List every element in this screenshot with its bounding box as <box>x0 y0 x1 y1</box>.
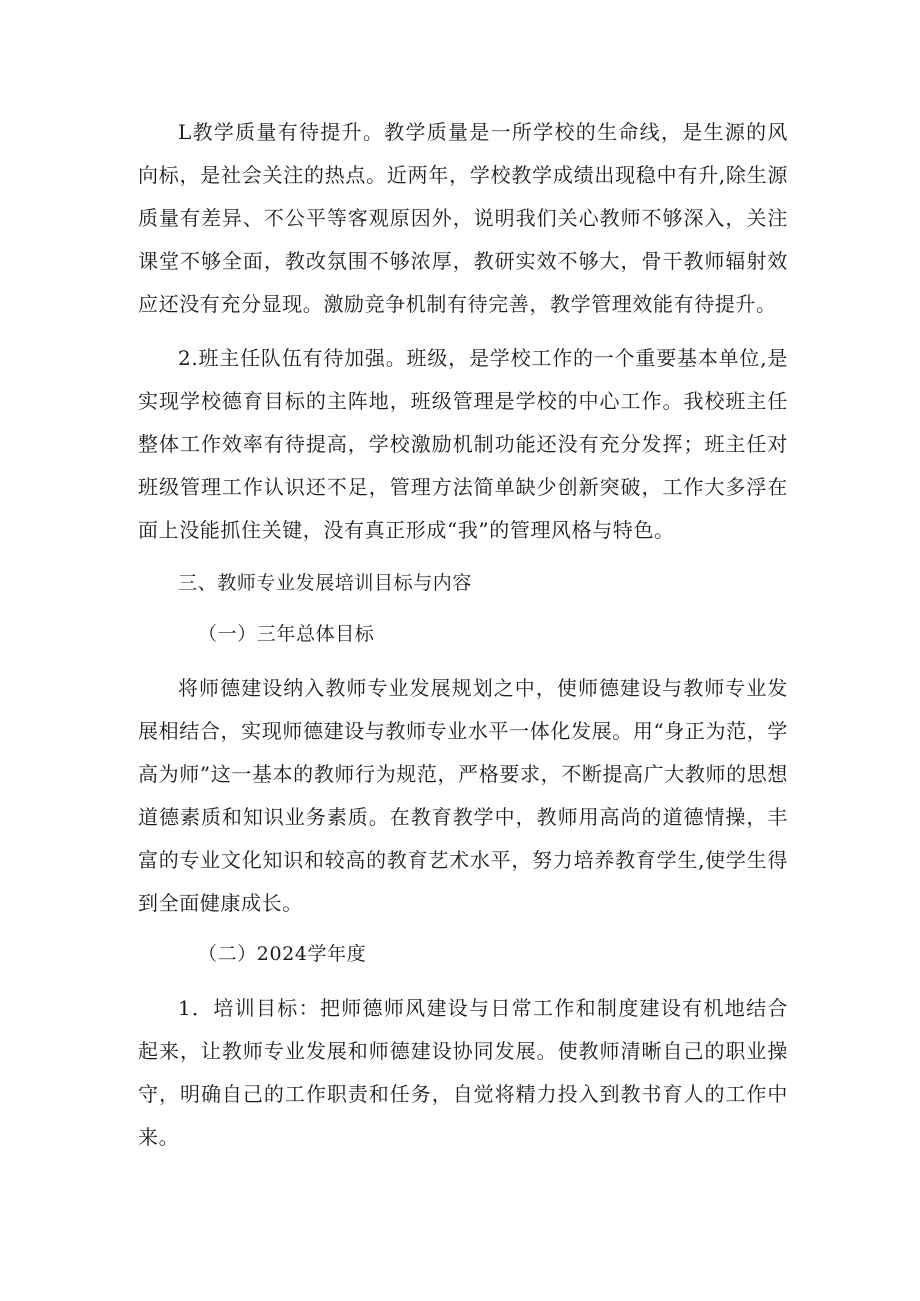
subheading-three-year-goal: （一）三年总体目标 <box>198 623 375 645</box>
paragraph-training-target: 1．培训目标：把师德师风建设与日常工作和制度建设有机地结合起来，让教师专业发展和师德建设协同发展。使教师清晰自己的职业操守，明确自己的工作职责和任务，自觉将精力投入到教书育人的工作中来。 <box>138 996 788 1149</box>
paragraph-teaching-quality: L教学质量有待提升。教学质量是一所学校的生命线，是生源的风向标，是社会关注的热点。近两年，学校教学成绩出现稳中有升,除生源质量有差异、不公平等客观原因外，说明我们关心教师不够深入，关注课堂不够全面，教改氛围不够浓厚，教研实效不够大，骨干教师辐射效应还没有充分显现。激励竞争机制有待完善，教学管理效能有待提升。 <box>138 120 788 316</box>
subheading-school-year: （二）2024学年度 <box>198 943 367 965</box>
paragraph-ethics-development: 将师德建设纳入教师专业发展规划之中，使师德建设与教师专业发展相结合，实现师德建设与教师专业水平一体化发展。用“身正为范，学高为师”这一基本的教师行为规范，严格要求，不断提高广大教师的思想道德素质和知识业务素质。在教育教学中，教师用高尚的道德情操，丰富的专业文化知识和较高的教育艺术水平，努力培养教育学生,使学生得到全面健康成长。 <box>138 676 788 915</box>
paragraph-class-teacher: 2.班主任队伍有待加强。班级，是学校工作的一个重要基本单位,是实现学校德育目标的主阵地，班级管理是学校的中心工作。我校班主任整体工作效率有待提高，学校激励机制功能还没有充分发挥；班主任对班级管理工作认识还不足，管理方法简单缺少创新突破，工作大多浮在面上没能抓住关键，没有真正形成“我”的管理风格与特色。 <box>138 346 788 542</box>
section-heading-training-goals: 三、教师专业发展培训目标与内容 <box>178 572 473 594</box>
document-body <box>138 111 788 1159</box>
